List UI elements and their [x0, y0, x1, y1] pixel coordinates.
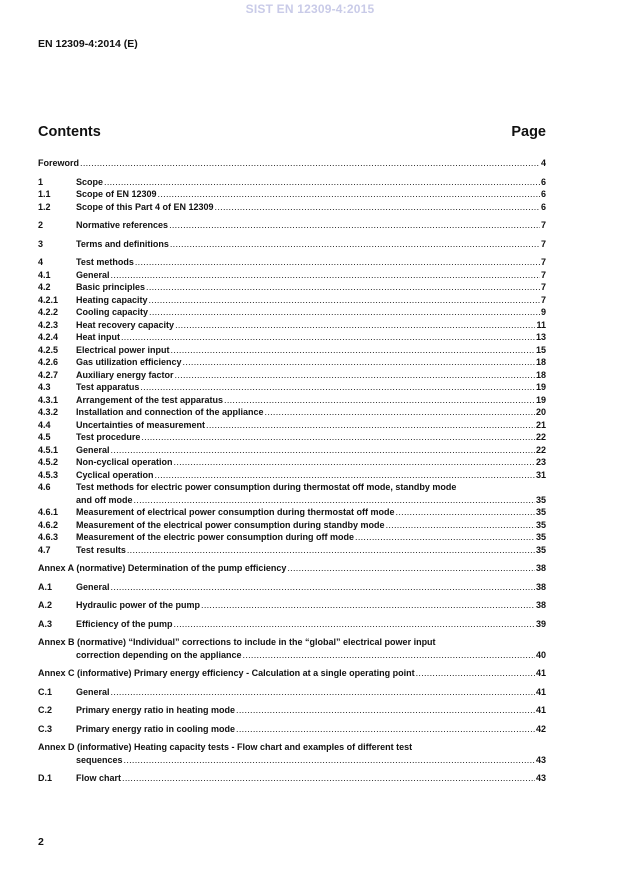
leader-dots	[265, 406, 535, 419]
toc-title-continuation: and off mode	[76, 494, 133, 505]
leader-dots	[146, 281, 540, 294]
toc-number: 4.6.2	[38, 519, 59, 530]
toc-entry[interactable]	[38, 419, 546, 432]
toc-number: 4.4	[38, 419, 51, 430]
toc-number: 4.1	[38, 269, 51, 280]
toc-entry-annex-d[interactable]	[38, 741, 546, 766]
leader-dots	[134, 494, 535, 507]
page-number: 2	[38, 836, 44, 848]
toc-number: 4.5.3	[38, 469, 59, 480]
toc-page: 19	[535, 394, 546, 405]
toc-entry[interactable]	[38, 544, 546, 557]
leader-dots	[224, 394, 535, 407]
toc-title: Scope	[76, 176, 104, 187]
toc-number: 4.2.5	[38, 344, 59, 355]
toc-page: 20	[535, 407, 546, 417]
toc-title: Efficiency of the pump	[76, 618, 173, 629]
leader-dots	[206, 419, 535, 432]
toc-title-continuation: correction depending on the appliance	[76, 649, 242, 660]
toc-entry[interactable]	[38, 356, 546, 369]
toc-title-continuation: sequences	[76, 754, 123, 765]
toc-page: 35	[535, 544, 546, 555]
leader-dots	[104, 176, 540, 189]
table-of-contents	[38, 157, 546, 785]
toc-title: Uncertainties of measurement	[76, 419, 206, 430]
toc-page: 7	[540, 238, 546, 249]
toc-entry[interactable]	[38, 599, 546, 612]
toc-entry[interactable]	[38, 531, 546, 544]
leader-dots	[243, 649, 535, 662]
toc-page: 7	[540, 269, 546, 280]
toc-title: Scope of EN 12309	[76, 189, 157, 199]
toc-number: 4	[38, 257, 44, 267]
toc-entry-annex-a[interactable]	[38, 562, 546, 575]
toc-page: 13	[535, 332, 546, 342]
page-column-heading: Page	[511, 124, 546, 140]
toc-title: Annex C (informative) Primary energy efficiency - Calculation at a single operating point	[38, 668, 415, 678]
toc-entry[interactable]	[38, 188, 546, 201]
toc-title: Cooling capacity	[76, 307, 149, 317]
toc-entry[interactable]	[38, 256, 546, 269]
leader-dots	[135, 256, 540, 269]
toc-page: 15	[535, 344, 546, 355]
toc-number: 3	[38, 238, 44, 249]
toc-page: 38	[535, 563, 546, 573]
toc-page: 35	[535, 507, 546, 517]
leader-dots	[174, 618, 535, 631]
toc-title: General	[76, 686, 110, 697]
toc-entry-foreword[interactable]	[38, 157, 546, 170]
toc-entry[interactable]	[38, 431, 546, 444]
toc-number: 4.3	[38, 382, 51, 392]
toc-entry[interactable]	[38, 581, 546, 594]
toc-entry-annex-c[interactable]	[38, 667, 546, 680]
leader-dots	[236, 704, 535, 717]
leader-dots	[124, 754, 535, 767]
toc-entry[interactable]	[38, 469, 546, 482]
toc-entry[interactable]	[38, 723, 546, 736]
toc-title: Test methods for electric power consumption during thermostat off mode, standby mode	[76, 482, 457, 492]
leader-dots	[201, 599, 535, 612]
toc-title: Annex A (normative) Determination of the pump efficiency	[38, 563, 287, 573]
toc-page: 39	[535, 618, 546, 629]
toc-number: 1	[38, 176, 44, 187]
toc-entry[interactable]	[38, 456, 546, 469]
toc-page: 18	[535, 357, 546, 367]
toc-page: 22	[535, 444, 546, 455]
toc-page: 9	[540, 307, 546, 317]
leader-dots	[111, 269, 540, 282]
toc-title: Electrical power input	[76, 344, 170, 355]
toc-title: Measurement of electrical power consumption during thermostat off mode	[76, 507, 395, 517]
leader-dots	[396, 506, 535, 519]
toc-page: 22	[535, 432, 546, 442]
leader-dots	[122, 772, 535, 785]
toc-title: General	[76, 444, 110, 455]
toc-title: Flow chart	[76, 773, 122, 783]
toc-title: Terms and definitions	[76, 238, 169, 249]
toc-title: Primary energy ratio in cooling mode	[76, 723, 236, 734]
toc-title: Auxiliary energy factor	[76, 369, 174, 380]
toc-entry[interactable]	[38, 344, 546, 357]
toc-entry-multiline[interactable]	[38, 481, 546, 506]
toc-page: 18	[535, 369, 546, 380]
leader-dots	[386, 519, 535, 532]
toc-page: 4	[540, 158, 546, 168]
leader-dots	[149, 294, 540, 307]
toc-page: 35	[535, 519, 546, 530]
watermark: SIST EN 12309-4:2015	[245, 2, 375, 16]
toc-title: Foreword	[38, 158, 80, 168]
leader-dots	[140, 381, 535, 394]
toc-page: 31	[535, 469, 546, 480]
leader-dots	[141, 431, 535, 444]
toc-entry[interactable]	[38, 519, 546, 532]
toc-number: 4.2.3	[38, 319, 59, 330]
toc-number: A.1	[38, 581, 53, 592]
toc-number: 2	[38, 220, 44, 230]
toc-page: 19	[535, 382, 546, 392]
toc-entry[interactable]	[38, 294, 546, 307]
toc-entry[interactable]	[38, 219, 546, 232]
leader-dots	[155, 469, 535, 482]
toc-title: Test apparatus	[76, 382, 140, 392]
toc-page: 43	[535, 754, 546, 765]
toc-page: 38	[535, 600, 546, 610]
toc-page: 41	[535, 686, 546, 697]
toc-number: 4.5.2	[38, 457, 59, 467]
toc-page: 35	[535, 532, 546, 542]
leader-dots	[287, 562, 535, 575]
leader-dots	[111, 686, 535, 699]
toc-entry[interactable]	[38, 331, 546, 344]
toc-page: 7	[540, 220, 546, 230]
document-id: EN 12309-4:2014 (E)	[38, 38, 138, 50]
toc-page: 6	[540, 201, 546, 212]
toc-title: Scope of this Part 4 of EN 12309	[76, 201, 214, 212]
toc-title: Measurement of the electrical power consumption during standby mode	[76, 519, 385, 530]
toc-title: Hydraulic power of the pump	[76, 600, 201, 610]
toc-title: Annex D (informative) Heating capacity tests - Flow chart and examples of different test	[38, 742, 413, 752]
toc-title: Non-cyclical operation	[76, 457, 173, 467]
toc-title: Gas utilization efficiency	[76, 357, 182, 367]
toc-number: 4.5.1	[38, 444, 59, 455]
leader-dots	[121, 331, 535, 344]
leader-dots	[158, 188, 540, 201]
toc-title: Test procedure	[76, 432, 141, 442]
leader-dots	[355, 531, 535, 544]
leader-dots	[127, 544, 535, 557]
toc-entry[interactable]	[38, 704, 546, 717]
toc-number: 1.1	[38, 189, 51, 199]
toc-entry[interactable]	[38, 772, 546, 785]
toc-number: 4.6.1	[38, 507, 59, 517]
toc-title: Heating capacity	[76, 294, 148, 305]
toc-page: 42	[535, 723, 546, 734]
leader-dots	[111, 581, 535, 594]
toc-page: 11	[536, 319, 546, 330]
leader-dots	[416, 667, 535, 680]
toc-entry[interactable]	[38, 238, 546, 251]
toc-number: 4.2.1	[38, 294, 59, 305]
toc-number: 4.6.3	[38, 532, 59, 542]
toc-page: 7	[540, 282, 546, 292]
toc-page: 21	[535, 419, 546, 430]
toc-entry[interactable]	[38, 406, 546, 419]
leader-dots	[175, 319, 535, 332]
toc-title: Annex B (normative) “Individual” corrections to include in the “global” electrical power input	[38, 637, 436, 647]
toc-page: 7	[540, 257, 546, 267]
toc-page: 6	[540, 189, 546, 199]
toc-title: Test results	[76, 544, 126, 555]
toc-page: 38	[535, 581, 546, 592]
toc-number: 4.2.7	[38, 369, 59, 380]
toc-title: Installation and connection of the appliance	[76, 407, 264, 417]
leader-dots	[80, 157, 540, 170]
toc-title: Heat input	[76, 332, 120, 342]
toc-entry-annex-b[interactable]	[38, 636, 546, 661]
toc-page: 23	[535, 457, 546, 467]
contents-heading: Contents	[38, 124, 101, 140]
toc-page: 41	[535, 668, 546, 678]
toc-entry[interactable]	[38, 319, 546, 332]
toc-title: Test methods	[76, 257, 134, 267]
leader-dots	[170, 238, 540, 251]
toc-page: 40	[535, 649, 546, 660]
toc-entry[interactable]	[38, 281, 546, 294]
leader-dots	[169, 219, 540, 232]
toc-entry[interactable]	[38, 686, 546, 699]
toc-entry[interactable]	[38, 506, 546, 519]
toc-title: Heat recovery capacity	[76, 319, 175, 330]
leader-dots	[149, 306, 540, 319]
toc-entry[interactable]	[38, 369, 546, 382]
toc-entry[interactable]	[38, 394, 546, 407]
toc-title: General	[76, 269, 110, 280]
toc-number: 1.2	[38, 201, 51, 212]
toc-entry[interactable]	[38, 381, 546, 394]
toc-title: Basic principles	[76, 282, 146, 292]
toc-number: 4.7	[38, 544, 51, 555]
leader-dots	[174, 456, 535, 469]
toc-entry[interactable]	[38, 201, 546, 214]
toc-number: 4.5	[38, 432, 51, 442]
toc-number: A.2	[38, 600, 53, 610]
toc-title: Normative references	[76, 220, 169, 230]
toc-title: Cyclical operation	[76, 469, 154, 480]
toc-number: C.2	[38, 705, 53, 715]
toc-entry[interactable]	[38, 269, 546, 282]
leader-dots	[215, 201, 540, 214]
toc-number: C.3	[38, 723, 53, 734]
toc-number: 4.3.1	[38, 394, 59, 405]
toc-entry[interactable]	[38, 444, 546, 457]
toc-entry[interactable]	[38, 618, 546, 631]
toc-title: Arrangement of the test apparatus	[76, 394, 224, 405]
toc-page: 43	[535, 773, 546, 783]
leader-dots	[183, 356, 535, 369]
toc-title: Measurement of the electric power consumption during off mode	[76, 532, 355, 542]
leader-dots	[236, 723, 535, 736]
toc-number: C.1	[38, 686, 53, 697]
toc-number: 4.2.4	[38, 332, 59, 342]
leader-dots	[111, 444, 535, 457]
toc-page: 6	[540, 176, 546, 187]
toc-number: 4.3.2	[38, 407, 59, 417]
toc-number: D.1	[38, 773, 53, 783]
toc-number: 4.6	[38, 482, 51, 492]
toc-number: 4.2	[38, 282, 51, 292]
toc-page: 7	[540, 294, 546, 305]
toc-title: Primary energy ratio in heating mode	[76, 705, 236, 715]
toc-number: 4.2.6	[38, 357, 59, 367]
toc-page: 41	[535, 705, 546, 715]
toc-entry[interactable]	[38, 176, 546, 189]
toc-number: 4.2.2	[38, 307, 59, 317]
toc-page: 35	[535, 494, 546, 505]
leader-dots	[171, 344, 535, 357]
toc-title: General	[76, 581, 110, 592]
toc-number: A.3	[38, 618, 53, 629]
leader-dots	[175, 369, 535, 382]
toc-entry[interactable]	[38, 306, 546, 319]
